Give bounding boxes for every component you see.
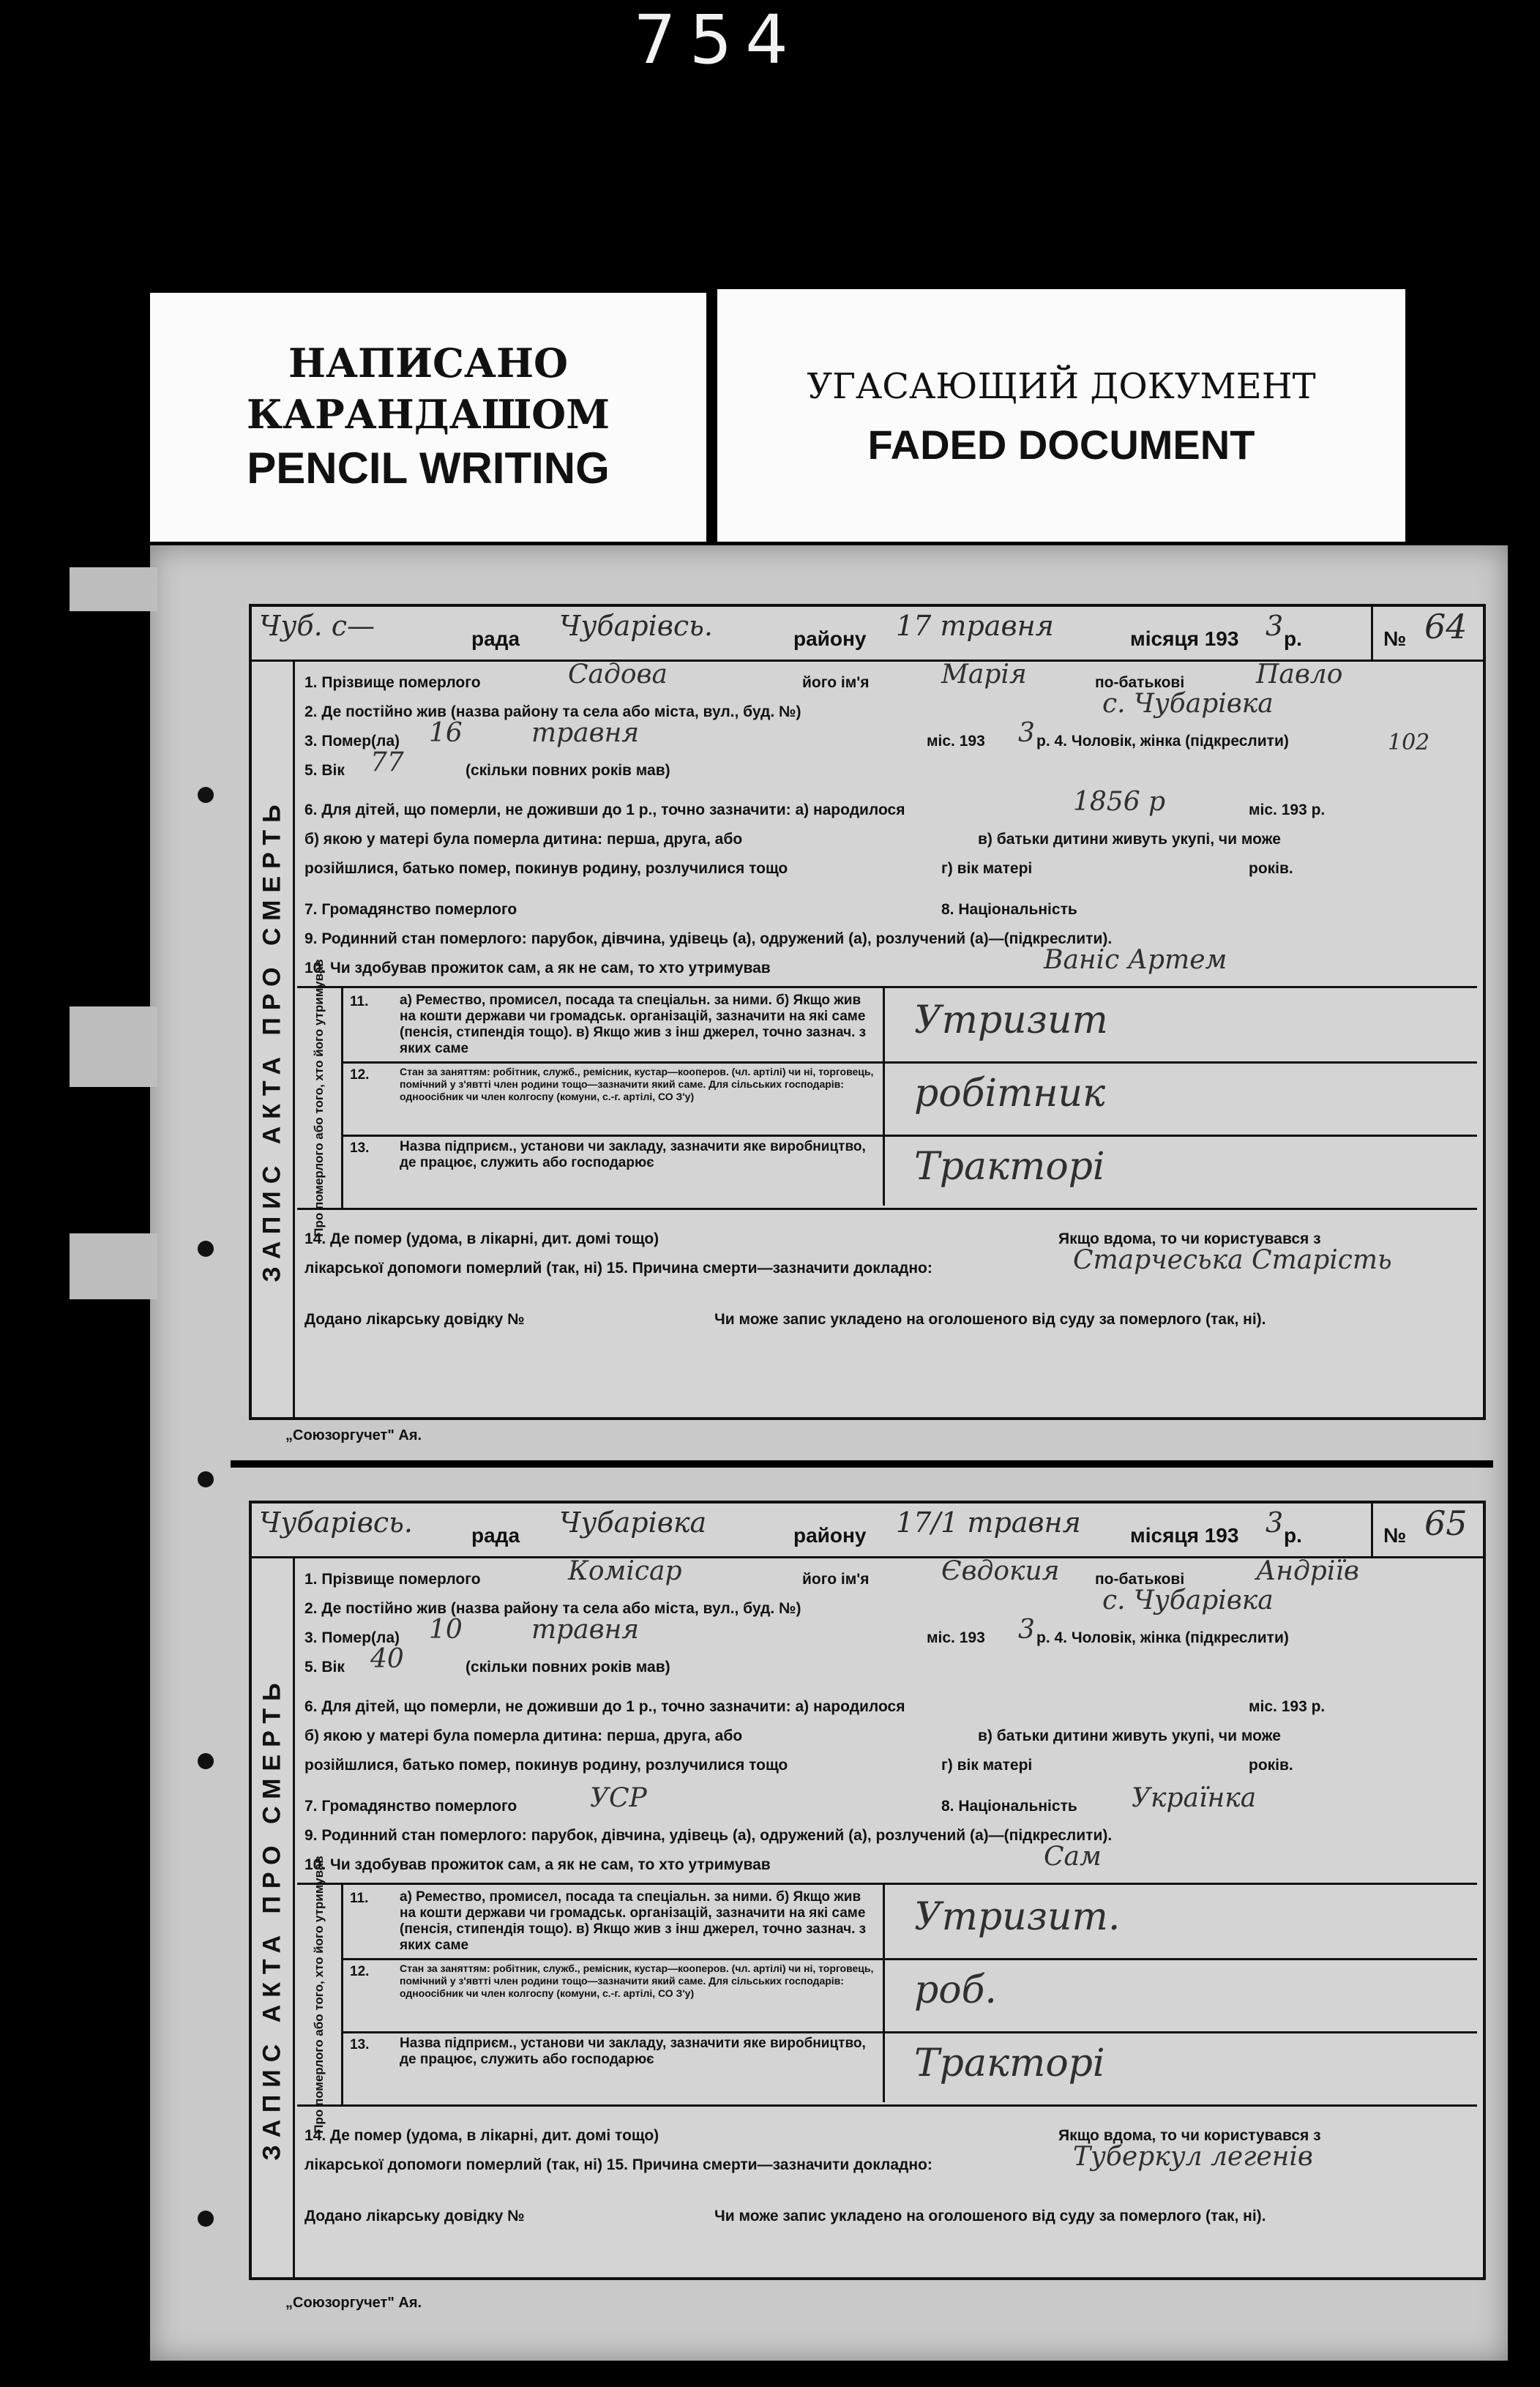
occupation-side-label: Про померлого або того, хто його утримував [312, 959, 326, 1237]
field-label: його ім'я [802, 1571, 870, 1588]
occupation-side-label: Про померлого або того, хто його утримував [312, 1856, 326, 2134]
binder-hole [198, 1241, 214, 1257]
label-line: НАПИСАНО [288, 340, 569, 386]
field-label: в) батьки дитини живуть укупі, чи може [978, 1727, 1281, 1744]
death-month-value: травня [531, 1615, 640, 1645]
form-header [252, 607, 1483, 662]
binder-hole [198, 787, 214, 803]
handwritten-year: 3 [1266, 1506, 1284, 1539]
field-label: по-батькові [1095, 1571, 1185, 1588]
field-label: г) вік матері [941, 1757, 1033, 1774]
binder-hole [198, 1471, 214, 1487]
handwritten-day-month: 17/1 травня [896, 1506, 1081, 1539]
born-value: 1856 р [1073, 787, 1166, 817]
residence-value: с. Чубарівка [1102, 689, 1274, 719]
status-value: роб. [914, 1968, 997, 2012]
field-label: Додано лікарську довідку № [304, 1311, 525, 1328]
field-label: розійшлися, батько помер, покинув родину, розлучилися тощо [304, 860, 788, 877]
enterprise-value: Тракторі [914, 1145, 1105, 1189]
field-label: 6. Для дітей, що померли, не доживши до 1 р., точно зазначити: а) народилося [304, 1698, 905, 1715]
field-label: Чи може запис укладено на оголошеного від суду за померлого (так, ні). [714, 1311, 1266, 1328]
death-day-value: 10 [429, 1615, 463, 1645]
form-separator [231, 1460, 1493, 1468]
field-label: а) Ремество, промисел, посада та спеціальн. за ними. б) Якщо жив на кошти держави чи громадськ. організацій, зазначити на які саме (пенсія, стипендія тощо). в) Якщо жив з інш джерел, точно зазнач. з яких саме [400, 993, 867, 1056]
field-label: 2. Де постійно жив (назва району та села або міста, вул., буд. №) [304, 703, 801, 720]
printer-mark: „Союзоргучет" Ая. [285, 2295, 422, 2311]
death-month-value: травня [531, 718, 640, 748]
death-record-form-2 [249, 1501, 1486, 2280]
field-label: (скільки повних років мав) [466, 1659, 670, 1676]
field-label: (скільки повних років мав) [466, 762, 670, 779]
field-label: р. 4. Чоловік, жінка (підкреслити) [1036, 733, 1289, 750]
field-label: 2. Де постійно жив (назва району та села або міста, вул., буд. №) [304, 1600, 801, 1617]
number-sign: № [1383, 1524, 1407, 1547]
frame-number: 754 [633, 1, 801, 79]
rayon-label: району [793, 627, 867, 650]
field-label: років. [1249, 860, 1293, 877]
field-number: 13. [350, 1140, 370, 1156]
surname-value: Садова [568, 660, 668, 690]
field-label: 7. Громадянство померлого [304, 901, 517, 918]
printer-mark: „Союзоргучет" Ая. [285, 1427, 422, 1443]
field-label: Чи може запис укладено на оголошеного від суду за померлого (так, ні). [714, 2208, 1266, 2224]
torn-edge [70, 567, 157, 611]
first-name-value: Євдокия [941, 1556, 1060, 1586]
handwritten-day-month: 17 травня [896, 610, 1054, 642]
field-number: 12. [350, 1067, 370, 1083]
field-label: 3. Помер(ла) [304, 733, 400, 750]
patronymic-value: Андріїв [1256, 1556, 1359, 1586]
field-label: 5. Вік [304, 762, 345, 779]
month-label: місяця 193 [1130, 627, 1239, 650]
field-label: Якщо вдома, то чи користувався з [1058, 1230, 1321, 1247]
supported-by-value: Сам [1044, 1842, 1102, 1872]
margin-note: 102 [1388, 730, 1430, 755]
field-number: 11. [350, 1891, 369, 1906]
form-side-title: ЗАПИС АКТА ПРО СМЕРТЬ [252, 1558, 295, 2277]
form-header [252, 1503, 1483, 1558]
torn-edge [70, 1006, 157, 1087]
death-year-value: 3 [1018, 718, 1035, 748]
field-label: Стан за заняттям: робітник, служб., ремісник, кустар—кооперов. (чл. артілі) чи ні, торговець, помічний у з'явтті член родини тощо—зазначити який саме. Для сільських господарів: одноосібник чи член колгоспу (комуни, с.-г. артілі, СО З'у) [400, 1066, 874, 1102]
torn-edge [70, 1233, 157, 1299]
handwritten-rayon: Чубарівка [559, 1506, 707, 1539]
rada-label: рада [471, 627, 520, 650]
label-line: PENCIL WRITING [247, 444, 610, 493]
field-label: г) вік матері [941, 860, 1033, 877]
field-label: Якщо вдома, то чи користувався з [1058, 2127, 1321, 2144]
field-number: 11. [350, 994, 369, 1009]
field-label: 9. Родинний стан померлого: парубок, дівчина, удівець (а), одружений (а), розлучений (а)—(підкреслити). [304, 930, 1113, 947]
field-label: 7. Громадянство померлого [304, 1798, 517, 1815]
occupation-value: Утризит [914, 998, 1108, 1042]
rayon-label: району [793, 1524, 867, 1547]
surname-value: Комісар [568, 1556, 682, 1586]
form-side-title: ЗАПИС АКТА ПРО СМЕРТЬ [252, 662, 295, 1417]
death-record-form-1 [249, 604, 1486, 1420]
field-label: Назва підприєм., установи чи закладу, зазначити яке виробництво, де працює, служить або господарює [400, 2036, 866, 2067]
faded-document-label [717, 289, 1405, 542]
field-label: 14. Де помер (удома, в лікарні, дит. домі тощо) [304, 2127, 659, 2144]
field-label: р. 4. Чоловік, жінка (підкреслити) [1036, 1629, 1289, 1646]
field-number: 12. [350, 1964, 370, 1979]
field-label: його ім'я [802, 674, 870, 691]
field-label: б) якою у матері була померла дитина: перша, друга, або [304, 831, 743, 848]
enterprise-value: Тракторі [914, 2042, 1105, 2085]
year-suffix: р. [1284, 627, 1302, 650]
citizenship-value: УСР [590, 1783, 647, 1813]
document-page [150, 545, 1508, 2361]
status-value: робітник [914, 1072, 1106, 1116]
field-label: лікарської допомоги померлий (так, ні) 15. Причина смерти—зазначити докладно: [304, 2156, 932, 2173]
handwritten-rada: Чуб. с— [259, 610, 375, 642]
residence-value: с. Чубарівка [1102, 1585, 1274, 1615]
cause-of-death-value: Туберкул легенів [1073, 2142, 1313, 2172]
field-label: в) батьки дитини живуть укупі, чи може [978, 831, 1281, 848]
death-year-value: 3 [1018, 1615, 1035, 1645]
field-label: 14. Де помер (удома, в лікарні, дит. домі тощо) [304, 1230, 659, 1247]
record-number: 65 [1424, 1503, 1468, 1543]
field-label: 8. Національність [941, 901, 1077, 918]
occupation-value: Утризит. [914, 1895, 1121, 1939]
rada-label: рада [471, 1524, 520, 1547]
field-label: 8. Національність [941, 1798, 1077, 1815]
label-line: FADED DOCUMENT [867, 421, 1255, 468]
field-label: міс. 193 [927, 733, 985, 750]
field-label: розійшлися, батько помер, покинув родину, розлучилися тощо [304, 1757, 788, 1774]
record-number: 64 [1424, 607, 1468, 646]
record-number-box [1371, 1503, 1483, 1556]
age-value: 40 [370, 1644, 404, 1674]
field-label: 9. Родинний стан померлого: парубок, дівчина, удівець (а), одружений (а), розлучений (а)—(підкреслити). [304, 1827, 1113, 1844]
number-sign: № [1383, 627, 1407, 650]
field-label: 10. Чи здобував прожиток сам, а як не сам, то хто утримував [304, 1856, 771, 1873]
record-number-box [1371, 607, 1483, 660]
field-label: 1. Прізвище померлого [304, 1571, 481, 1588]
binder-hole [198, 2211, 214, 2227]
handwritten-rada: Чубарівсь. [259, 1506, 413, 1539]
field-label: лікарської допомоги померлий (так, ні) 15. Причина смерти—зазначити докладно: [304, 1260, 932, 1277]
field-label: 6. Для дітей, що померли, не доживши до 1 р., точно зазначити: а) народилося [304, 802, 905, 818]
label-line: КАРАНДАШОМ [247, 391, 610, 438]
field-label: по-батькові [1095, 674, 1185, 691]
field-label: років. [1249, 1757, 1293, 1774]
field-number: 13. [350, 2037, 370, 2052]
first-name-value: Марія [941, 660, 1027, 690]
label-line: УГАСАЮЩИЙ ДОКУМЕНТ [807, 365, 1316, 407]
nationality-value: Українка [1132, 1783, 1257, 1813]
handwritten-rayon: Чубарівсь. [559, 610, 713, 642]
year-suffix: р. [1284, 1524, 1302, 1547]
field-label: міс. 193 [927, 1629, 985, 1646]
field-label: 1. Прізвище померлого [304, 674, 481, 691]
supported-by-value: Ваніс Артем [1044, 945, 1227, 975]
field-label: Стан за заняттям: робітник, служб., ремісник, кустар—кооперов. (чл. артілі) чи ні, торговець, помічний у з'явтті член родини тощо—зазначити який саме. Для сільських господарів: одноосібник чи член колгоспу (комуни, с.-г. артілі, СО З'у) [400, 1962, 874, 1999]
field-label: а) Ремество, промисел, посада та спеціальн. за ними. б) Якщо жив на кошти держави чи громадськ. організацій, зазначити на які саме (пенсія, стипендія тощо). в) Якщо жив з інш джерел, точно зазнач. з яких саме [400, 1889, 867, 1953]
pencil-writing-label [150, 293, 706, 542]
field-label: 5. Вік [304, 1659, 345, 1676]
binder-hole [198, 1753, 214, 1769]
death-day-value: 16 [429, 718, 463, 748]
month-label: місяця 193 [1130, 1524, 1239, 1547]
field-label: міс. 193 р. [1249, 802, 1326, 818]
age-value: 77 [370, 747, 404, 777]
patronymic-value: Павло [1256, 660, 1343, 690]
field-label: Назва підприєм., установи чи закладу, зазначити яке виробництво, де працює, служить або господарює [400, 1139, 866, 1170]
field-label: Додано лікарську довідку № [304, 2208, 525, 2224]
cause-of-death-value: Старчеська Старість [1073, 1245, 1392, 1275]
field-label: 10. Чи здобував прожиток сам, а як не сам, то хто утримував [304, 960, 771, 976]
field-label: б) якою у матері була померла дитина: перша, друга, або [304, 1727, 743, 1744]
handwritten-year: 3 [1266, 610, 1284, 642]
field-label: міс. 193 р. [1249, 1698, 1326, 1715]
field-label: 3. Помер(ла) [304, 1629, 400, 1646]
